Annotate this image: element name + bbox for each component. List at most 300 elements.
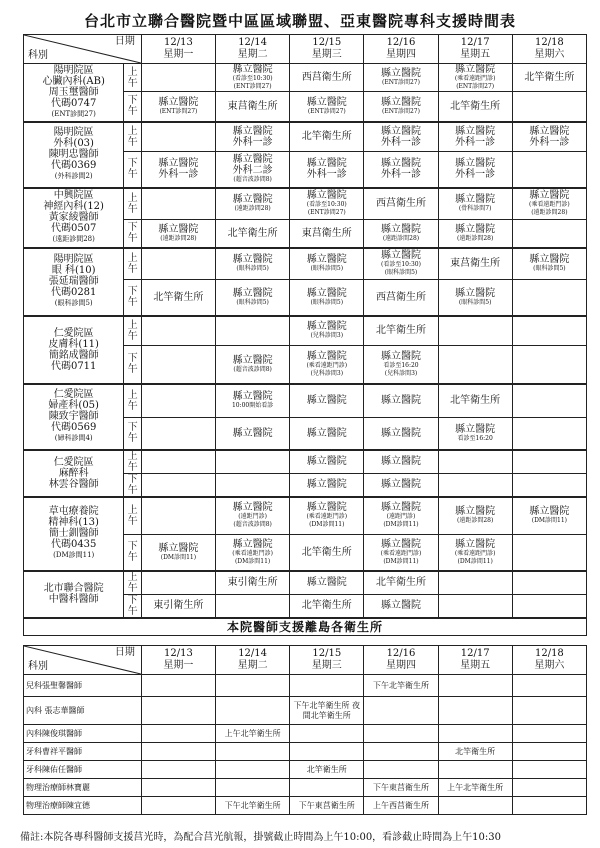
location-text: 縣立醫院: [306, 395, 347, 407]
schedule-cell: [364, 497, 438, 535]
location-text: 縣立醫院: [158, 542, 199, 554]
schedule-cell: [364, 473, 438, 497]
schedule-cell: [438, 473, 512, 497]
department-line: 黃家綾醫師: [48, 212, 99, 223]
am-text: 上午: [127, 504, 138, 527]
support-row: [24, 675, 587, 697]
department-line: 陽明院區: [53, 254, 94, 265]
cell-note: (DM診間11): [531, 517, 568, 525]
pm-text: 下午: [127, 541, 138, 564]
schedule-cell: [512, 571, 586, 595]
schedule-cell: [290, 280, 364, 316]
schedule-cell: [512, 188, 586, 220]
location-text: 縣立醫院: [306, 577, 347, 588]
pm-label: [124, 473, 141, 497]
section-title: 本院醫師支援離島各衛生所: [24, 618, 587, 636]
department-line: 心臟內科(AB): [42, 75, 105, 87]
location-text: 縣立醫院: [455, 423, 496, 435]
department-line: 外科(03): [53, 138, 94, 149]
schedule-cell: [141, 92, 215, 122]
day-header: [290, 646, 364, 675]
location-text: 縣立醫院: [232, 125, 273, 137]
location-text: 縣立醫院: [306, 502, 347, 514]
location-text: 縣立醫院: [529, 190, 570, 202]
corner-cell: [24, 646, 142, 675]
location-text: 縣立醫院: [455, 223, 496, 235]
department-line: 仁愛院區: [53, 327, 94, 339]
cell-note: (兒科診間3): [310, 332, 344, 340]
cell-note: 外科一診: [529, 136, 570, 148]
department-cell: [24, 316, 124, 384]
department-line: 麻醉科: [58, 467, 89, 479]
schedule-cell: [290, 152, 364, 188]
day-weekday: 星期四: [385, 660, 416, 671]
location-text: 縣立醫院: [529, 254, 570, 266]
schedule-row: [24, 497, 587, 535]
department-line: 中興院區: [53, 190, 94, 201]
schedule-cell: [216, 571, 290, 595]
location-text: 縣立醫院: [455, 125, 496, 137]
cell-note: (超音波診間8): [233, 176, 272, 184]
cell-note: (眼科診間5): [458, 298, 492, 306]
cell-note: (眼科診間5): [310, 265, 344, 273]
department-line: 中醫科醫師: [48, 594, 99, 605]
day-date: 12/13: [164, 648, 193, 659]
day-date: 12/15: [312, 648, 342, 659]
cell-note: 外科一診: [455, 136, 496, 148]
department-line: 簡士釧醫師: [48, 528, 99, 539]
location-text: 西莒衛生所: [301, 72, 352, 83]
am-text: 上午: [127, 450, 138, 473]
schedule-cell: [438, 384, 512, 418]
department-cell: [24, 122, 124, 188]
department-line: 代碼0369: [50, 160, 97, 171]
day-date: 12/18: [534, 37, 564, 48]
location-text: 縣立醫院: [380, 502, 421, 514]
cell-note: (遠距診間28): [457, 234, 494, 242]
schedule-cell: [141, 316, 215, 346]
pm-label: [124, 418, 141, 450]
cell-note: 外科一診: [158, 169, 199, 181]
cell-note: 看診至16:20: [383, 361, 419, 369]
support-cell: [512, 725, 586, 743]
location-text: 縣立醫院: [158, 158, 199, 170]
support-header-row: [24, 646, 587, 675]
location-text: 東莒衛生所: [301, 227, 352, 239]
pm-label: [124, 152, 141, 188]
pm-text: 下午: [127, 286, 138, 309]
am-text: 上午: [127, 319, 138, 342]
support-cell: [438, 725, 512, 743]
location-text: 東引衛生所: [227, 577, 278, 588]
schedule-cell: [290, 418, 364, 450]
cell-note: (DM診間11): [160, 553, 197, 561]
department-line: 陳明忠醫師: [48, 149, 99, 160]
schedule-cell: [438, 248, 512, 280]
schedule-cell: [216, 594, 290, 618]
department-line: 周玉璽醫師: [48, 86, 99, 98]
support-table: [23, 645, 587, 815]
schedule-cell: [216, 64, 290, 92]
department-cell: [24, 64, 124, 122]
day-date: 12/18: [534, 648, 564, 659]
schedule-cell: [512, 248, 586, 280]
schedule-cell: [141, 473, 215, 497]
support-cell: [216, 779, 290, 797]
am-label: [124, 384, 141, 418]
cell-note: (眼科診間5): [310, 298, 344, 306]
support-cell: [141, 743, 215, 761]
location-text: 北竿衛生所: [301, 546, 352, 558]
cell-note: (ENT診間27): [159, 107, 198, 115]
day-date: 12/17: [460, 648, 490, 659]
department-room: (DM診間11): [53, 551, 95, 559]
location-text: 縣立醫院: [232, 194, 273, 206]
schedule-cell: [290, 248, 364, 280]
pm-text: 下午: [127, 594, 138, 617]
day-header: [512, 646, 586, 675]
cell-note: (乘看遠距門診): [306, 513, 348, 521]
schedule-cell: [141, 122, 215, 152]
cell-note: (DM診間11): [457, 557, 493, 565]
cell-note: (乘看遠距門診): [306, 361, 348, 369]
support-cell: 上午西莒衛生所: [364, 797, 438, 815]
support-cell: [364, 743, 438, 761]
schedule-cell: [290, 220, 364, 248]
cell-note: 外科一診: [232, 136, 273, 148]
location-text: 縣立醫院: [380, 456, 421, 467]
location-text: 縣立醫院: [455, 506, 496, 518]
schedule-cell: [438, 280, 512, 316]
cell-note: (DM診間11): [234, 557, 271, 565]
schedule-cell: [216, 92, 290, 122]
location-text: 西莒衛生所: [375, 291, 426, 303]
department-line: 代碼0435: [50, 539, 97, 550]
support-cell: [512, 779, 586, 797]
schedule-cell: [364, 384, 438, 418]
schedule-cell: [290, 473, 364, 497]
location-text: 北竿衛生所: [301, 131, 352, 143]
location-text: 北竿衛生所: [301, 600, 352, 611]
department-line: 皮膚科(11): [48, 338, 99, 350]
schedule-cell: [438, 188, 512, 220]
location-text: 縣立醫院: [158, 96, 199, 108]
cell-note: (乘看遠距門診): [454, 75, 496, 82]
support-doctor: 內科 張志華醫師: [24, 697, 142, 725]
cell-note: (DM診間11): [383, 521, 419, 529]
schedule-cell: [290, 188, 364, 220]
support-cell: 下午東莒衛生所: [290, 797, 364, 815]
am-text: 上午: [127, 252, 138, 275]
day-header: [141, 646, 215, 675]
department-line: 張延瑞醫師: [48, 276, 99, 287]
schedule-cell: [512, 64, 586, 92]
schedule-cell: [512, 497, 586, 535]
department-line: 陽明院區: [53, 64, 94, 76]
schedule-cell: [141, 220, 215, 248]
pm-text: 下午: [127, 422, 138, 445]
schedule-cell: [438, 152, 512, 188]
cell-note: (遠距診間28): [160, 234, 197, 242]
am-label: [124, 497, 141, 535]
location-text: 縣立醫院: [380, 395, 421, 407]
cell-note: (眼科診間5): [236, 298, 269, 306]
location-text: 西莒衛生所: [375, 198, 426, 210]
cell-note: 外科二診: [232, 165, 273, 177]
location-text: 北竿衛生所: [375, 577, 426, 588]
schedule-cell: [216, 316, 290, 346]
department-line: 代碼0711: [50, 360, 97, 372]
department-line: 林雲谷醫師: [48, 478, 99, 490]
schedule-cell: [141, 346, 215, 384]
support-doctor: 內科陳俊琪醫師: [24, 725, 142, 743]
cell-note: (兒科診間3): [310, 369, 344, 377]
support-doctor: 物理治療師陳宜德: [24, 797, 142, 815]
day-date: 12/14: [238, 648, 268, 659]
location-text: 縣立醫院: [380, 96, 421, 108]
support-row: [24, 779, 587, 797]
schedule-cell: [141, 497, 215, 535]
support-cell: [512, 675, 586, 697]
am-label: [124, 450, 141, 474]
schedule-cell: [364, 248, 438, 280]
cell-note: (眼科診間5): [384, 269, 418, 277]
location-text: 縣立醫院: [380, 350, 421, 362]
corner-dept-label: 科別: [28, 661, 48, 672]
schedule-cell: [290, 64, 364, 92]
am-label: [124, 64, 141, 92]
schedule-cell: [364, 535, 438, 571]
location-text: 縣立醫院: [306, 287, 347, 299]
support-cell: 下午北竿衛生所: [364, 675, 438, 697]
location-text: 縣立醫院: [232, 254, 273, 266]
support-cell: [290, 779, 364, 797]
schedule-cell: [216, 248, 290, 280]
schedule-row: [24, 188, 587, 220]
cell-note: (ENT診間27): [233, 83, 272, 90]
schedule-cell: [438, 535, 512, 571]
department-room: (外科診間2): [54, 172, 93, 180]
day-weekday: 星期六: [534, 49, 565, 60]
schedule-cell: [512, 450, 586, 474]
support-cell: [438, 697, 512, 725]
schedule-cell: [512, 594, 586, 618]
support-cell: [141, 761, 215, 779]
support-cell: [438, 675, 512, 697]
location-text: 縣立醫院: [380, 68, 421, 79]
department-line: 簡銘成醫師: [48, 349, 99, 361]
schedule-cell: [438, 450, 512, 474]
department-line: 北市聯合醫院: [43, 583, 104, 594]
day-date: 12/16: [386, 37, 416, 48]
department-line: 仁愛院區: [53, 389, 94, 400]
support-cell: 北竿衛生所: [438, 743, 512, 761]
location-text: 縣立醫院: [232, 354, 273, 366]
cell-note: (遠距診間28): [457, 517, 494, 525]
location-text: 縣立醫院: [380, 125, 421, 137]
schedule-cell: [141, 248, 215, 280]
department-line: 陳致宇醫師: [48, 411, 99, 422]
am-text: 上午: [127, 66, 138, 89]
day-header: [290, 35, 364, 64]
cell-note: (遠距診間28): [531, 209, 568, 217]
schedule-cell: [290, 497, 364, 535]
location-text: 縣立醫院: [306, 479, 347, 490]
support-row: [24, 697, 587, 725]
section-title-row: [24, 618, 587, 636]
day-header: [141, 35, 215, 64]
department-line: 陽明院區: [53, 127, 94, 138]
schedule-cell: [364, 450, 438, 474]
am-text: 上午: [127, 192, 138, 215]
department-cell: [24, 571, 124, 618]
schedule-cell: [216, 346, 290, 384]
schedule-cell: [290, 571, 364, 595]
day-weekday: 星期五: [460, 660, 491, 671]
schedule-cell: [216, 122, 290, 152]
day-weekday: 星期六: [534, 660, 565, 671]
day-weekday: 星期三: [311, 49, 342, 60]
schedule-cell: [438, 418, 512, 450]
cell-note: (看診至10:30): [380, 261, 421, 269]
schedule-cell: [512, 346, 586, 384]
day-header: [364, 35, 438, 64]
pm-text: 下午: [127, 158, 138, 181]
schedule-cell: [438, 220, 512, 248]
pm-label: [124, 220, 141, 248]
corner-date-label: 日期: [114, 36, 135, 47]
support-cell: [364, 725, 438, 743]
schedule-cell: [141, 384, 215, 418]
schedule-cell: [512, 535, 586, 571]
location-text: 縣立醫院: [455, 158, 496, 170]
schedule-cell: [364, 280, 438, 316]
day-date: 12/13: [164, 37, 193, 48]
location-text: 縣立醫院: [232, 287, 273, 299]
schedule-cell: [216, 473, 290, 497]
location-text: 縣立醫院: [232, 502, 273, 514]
schedule-cell: [512, 122, 586, 152]
support-cell: [141, 797, 215, 815]
support-row: [24, 797, 587, 815]
pm-label: [124, 535, 141, 571]
schedule-cell: [364, 346, 438, 384]
schedule-cell: [364, 418, 438, 450]
schedule-row: [24, 384, 587, 418]
corner-dept-label: 科別: [28, 50, 48, 61]
department-room: (ENT診間27): [51, 109, 96, 118]
department-line: 仁愛院區: [53, 456, 94, 468]
schedule-cell: [364, 152, 438, 188]
cell-note: 外科一診: [380, 169, 421, 181]
support-row: [24, 761, 587, 779]
schedule-cell: [290, 384, 364, 418]
schedule-cell: [290, 535, 364, 571]
location-text: 東引衛生所: [153, 600, 204, 611]
support-cell: 北竿衛生所: [290, 761, 364, 779]
schedule-cell: [364, 188, 438, 220]
schedule-table: [23, 34, 587, 636]
schedule-cell: [290, 346, 364, 384]
location-text: 縣立醫院: [380, 158, 421, 170]
schedule-cell: [364, 92, 438, 122]
schedule-cell: [290, 92, 364, 122]
support-row: [24, 725, 587, 743]
schedule-cell: [438, 497, 512, 535]
day-date: 12/16: [386, 648, 416, 659]
location-text: 縣立醫院: [455, 538, 496, 550]
schedule-cell: [141, 535, 215, 571]
schedule-cell: [216, 418, 290, 450]
schedule-cell: [438, 571, 512, 595]
support-cell: [290, 725, 364, 743]
am-text: 上午: [127, 125, 138, 148]
cell-note: (ENT診間27): [382, 79, 420, 86]
location-text: 東莒衛生所: [227, 100, 278, 112]
location-text: 縣立醫院: [232, 538, 273, 550]
day-header: [216, 646, 290, 675]
day-date: 12/14: [238, 37, 268, 48]
schedule-cell: [512, 92, 586, 122]
location-text: 北竿衛生所: [375, 325, 426, 337]
department-room: (遠距診間28): [52, 235, 95, 243]
support-cell: [364, 697, 438, 725]
support-cell: 下午東莒衛生所: [364, 779, 438, 797]
location-text: 縣立醫院: [232, 427, 273, 439]
cell-note: (眼科診間5): [533, 265, 566, 273]
schedule-cell: [141, 188, 215, 220]
schedule-cell: [364, 64, 438, 92]
am-text: 上午: [127, 389, 138, 412]
support-cell: 上午北竿衛生所: [216, 725, 290, 743]
location-text: 東莒衛生所: [450, 258, 501, 270]
pm-text: 下午: [127, 222, 138, 245]
support-cell: [216, 675, 290, 697]
location-text: 縣立醫院: [306, 254, 347, 266]
schedule-cell: [216, 188, 290, 220]
day-weekday: 星期二: [237, 660, 268, 671]
location-text: 縣立醫院: [306, 158, 347, 170]
location-text: 縣立醫院: [306, 96, 347, 108]
cell-note: (遠距門診): [386, 513, 416, 521]
support-cell: [512, 797, 586, 815]
cell-note: (ENT診間27): [307, 107, 346, 115]
department-line: 草屯療養院: [48, 506, 99, 517]
support-cell: [290, 675, 364, 697]
schedule-cell: [290, 122, 364, 152]
department-line: 精神科(13): [48, 517, 99, 528]
support-doctor: 兒科張聖馨醫師: [24, 675, 142, 697]
cell-note: 外科一診: [380, 136, 421, 148]
day-header: [438, 646, 512, 675]
day-weekday: 星期三: [311, 660, 342, 671]
schedule-cell: [141, 418, 215, 450]
location-text: 縣立醫院: [306, 190, 347, 202]
department-cell: [24, 188, 124, 248]
department-line: 代碼0747: [50, 97, 97, 109]
cell-note: (乘看遠距門診): [454, 549, 496, 557]
day-header: [512, 35, 586, 64]
location-text: 縣立醫院: [380, 538, 421, 550]
am-label: [124, 571, 141, 595]
schedule-cell: [141, 450, 215, 474]
schedule-cell: [216, 497, 290, 535]
cell-note: (遠距診間28): [382, 234, 420, 242]
day-weekday: 星期二: [237, 49, 268, 60]
schedule-cell: [290, 450, 364, 474]
schedule-cell: [438, 122, 512, 152]
support-cell: [512, 743, 586, 761]
